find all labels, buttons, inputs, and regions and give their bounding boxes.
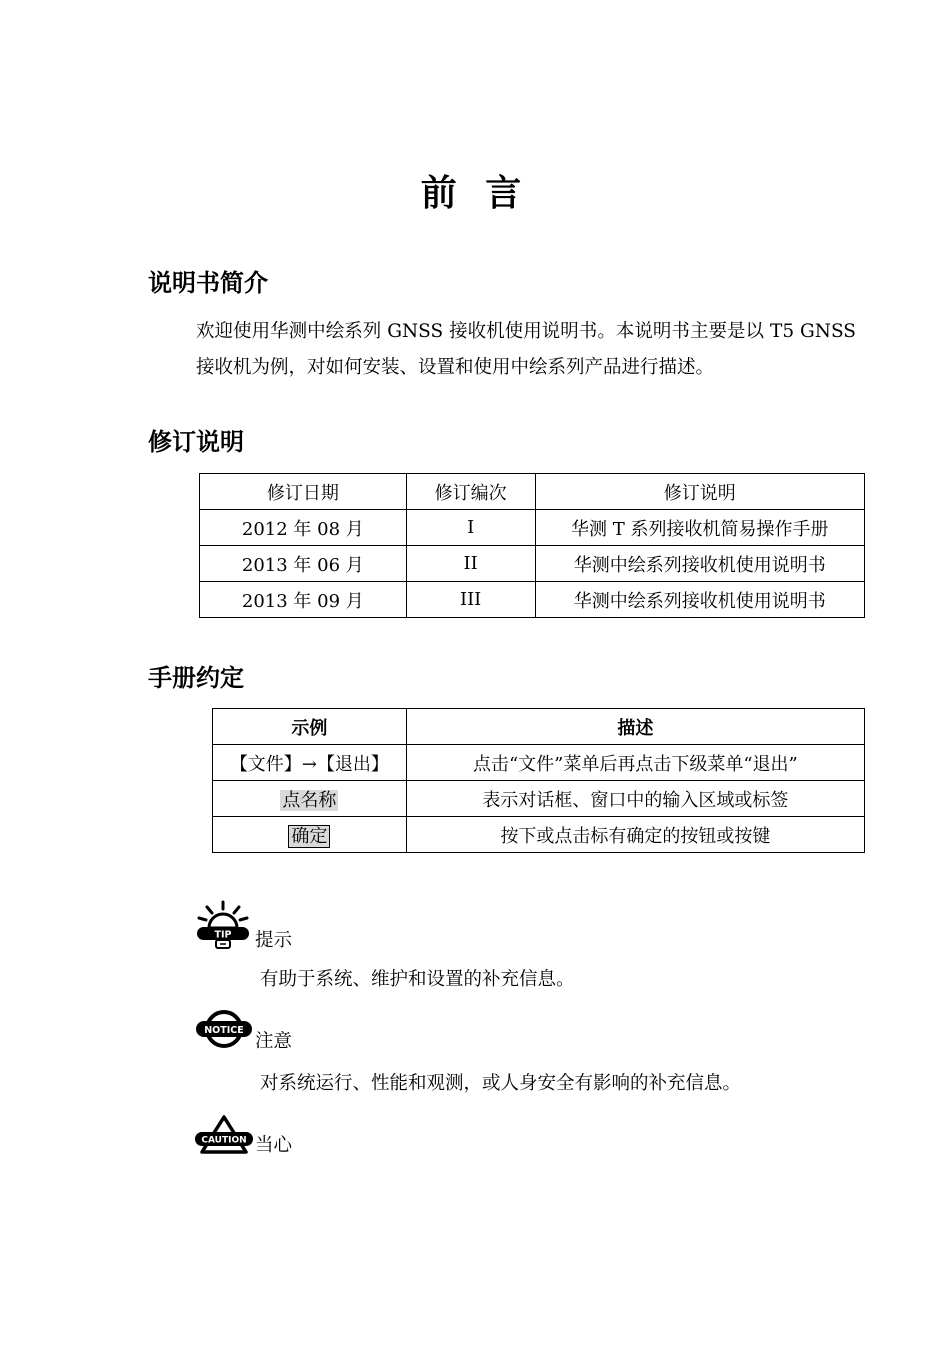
column-header: 描述 xyxy=(406,709,864,745)
table-header-row xyxy=(200,474,865,510)
example-description: 点击“文件”菜单后再点击下级菜单“退出” xyxy=(406,745,864,781)
table-row xyxy=(213,745,865,781)
notice-text: 对系统运行、性能和观测，或人身安全有影响的补充信息。 xyxy=(260,1073,742,1094)
revision-heading: 修订说明 xyxy=(148,428,244,456)
page-title: 前 言 xyxy=(420,173,530,214)
revision-number: III xyxy=(406,582,535,618)
table-row xyxy=(200,582,865,618)
example-description: 按下或点击标有确定的按钮或按键 xyxy=(406,817,864,853)
tip-label: 提示 xyxy=(255,930,293,951)
table-row xyxy=(213,781,865,817)
column-header: 修订说明 xyxy=(535,474,864,510)
example-menu-path: 【文件】→【退出】 xyxy=(213,745,407,781)
caution-label: 当心 xyxy=(255,1135,293,1156)
column-header: 示例 xyxy=(213,709,407,745)
table-row xyxy=(200,510,865,546)
svg-text:CAUTION: CAUTION xyxy=(201,1135,247,1146)
intro-paragraph: 欢迎使用华测中绘系列 GNSS 接收机使用说明书。本说明书主要是以 T5 GNSS 接收机为例，对如何安装、设置和使用中绘系列产品进行描述。 xyxy=(196,321,856,378)
example-description: 表示对话框、窗口中的输入区域或标签 xyxy=(406,781,864,817)
table-row xyxy=(213,817,865,853)
column-header: 修订日期 xyxy=(200,474,407,510)
revision-date: 2013 年 09 月 xyxy=(200,582,407,618)
revision-number: I xyxy=(406,510,535,546)
column-header: 修订编次 xyxy=(406,474,535,510)
conventions-heading: 手册约定 xyxy=(148,664,244,692)
revision-description: 华测 T 系列接收机简易操作手册 xyxy=(535,510,864,546)
tip-icon xyxy=(193,898,253,950)
svg-text:TIP: TIP xyxy=(214,929,232,941)
table-row xyxy=(200,546,865,582)
intro-heading: 说明书简介 xyxy=(148,269,268,297)
caution-icon xyxy=(194,1114,254,1156)
example-button: 确定 xyxy=(288,825,330,848)
revision-number: II xyxy=(406,546,535,582)
svg-text:NOTICE: NOTICE xyxy=(204,1025,244,1036)
notice-icon xyxy=(194,1008,254,1052)
revision-date: 2013 年 06 月 xyxy=(200,546,407,582)
example-field-label: 点名称 xyxy=(282,789,337,811)
revision-table xyxy=(199,473,865,618)
revision-description: 华测中绘系列接收机使用说明书 xyxy=(535,582,864,618)
notice-label: 注意 xyxy=(255,1031,293,1052)
tip-text: 有助于系统、维护和设置的补充信息。 xyxy=(260,969,575,990)
conventions-table xyxy=(212,708,865,853)
revision-date: 2012 年 08 月 xyxy=(200,510,407,546)
table-header-row xyxy=(213,709,865,745)
revision-description: 华测中绘系列接收机使用说明书 xyxy=(535,546,864,582)
